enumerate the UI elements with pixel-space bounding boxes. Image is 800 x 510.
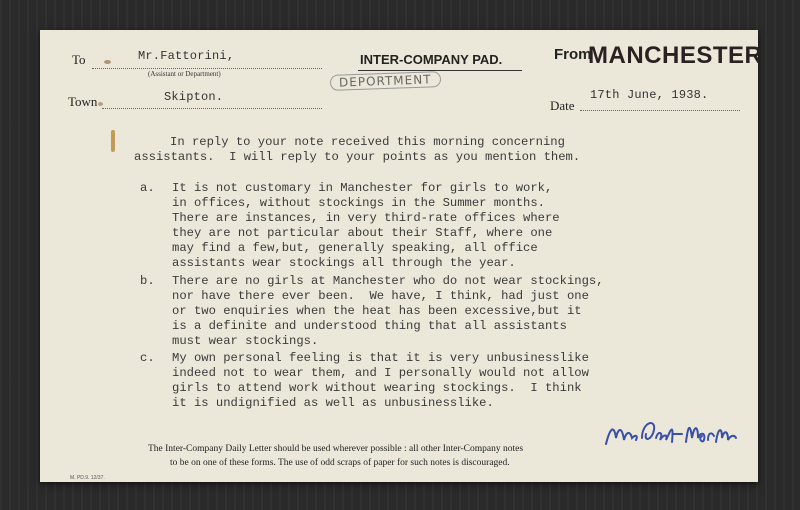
point-a-marker: a.	[140, 181, 155, 195]
town-value: Skipton.	[164, 90, 224, 104]
point-c-line: girls to attend work without wearing stockings. I think	[172, 381, 582, 395]
point-a-line: assistants wear stockings all through the year.	[172, 256, 516, 270]
from-label: From	[554, 46, 592, 63]
intro-line: In reply to your note received this morning concerning	[170, 135, 565, 149]
date-dotted-line	[580, 110, 740, 111]
to-dotted-line	[92, 68, 322, 69]
point-c	[172, 351, 589, 411]
intro-paragraph-cont	[134, 150, 580, 165]
point-c-marker: c.	[140, 351, 155, 365]
intro-line: assistants. I will reply to your points as you mention them.	[134, 150, 581, 164]
point-b-line: or two enquiries when the heat has been excessive,but it	[172, 304, 582, 318]
point-b-line: must wear stockings.	[172, 334, 319, 348]
date-label: Date	[550, 98, 575, 113]
point-a-line: It is not customary in Manchester for girls to work,	[172, 181, 553, 195]
to-value: Mr.Fattorini,	[138, 49, 235, 63]
pad-title: INTER-COMPANY PAD.	[360, 52, 503, 67]
point-b-marker: b.	[140, 274, 155, 288]
footer-line-2: to be on one of these forms. The use of odd scraps of paper for such notes is discouraged.	[170, 458, 510, 468]
pad-title-underline	[358, 70, 522, 71]
point-a	[172, 181, 560, 271]
letter-paper	[40, 30, 763, 482]
footer-line-1: The Inter-Company Daily Letter should be used wherever possible : all other Inter-Company notes	[148, 444, 524, 454]
point-a-line: There are instances, in very third-rate offices where	[172, 211, 560, 225]
point-c-line: it is undignified as well as unbusinesslike.	[172, 396, 494, 410]
department-annotation: DEPORTMENT	[330, 71, 441, 91]
ink-stain	[104, 60, 111, 64]
to-label: To	[72, 52, 86, 67]
date-value: 17th June, 1938.	[590, 88, 709, 102]
point-a-line: they are not particular about their Staff, where one	[172, 226, 553, 240]
rust-stain	[111, 130, 115, 152]
point-b	[172, 274, 604, 349]
point-b-line: is a definite and understood thing that all assistants	[172, 319, 567, 333]
town-label: Town	[68, 94, 98, 109]
point-b-line: nor have there ever been. We have, I think, had just one	[172, 289, 589, 303]
town-dotted-line	[102, 108, 322, 109]
point-c-line: My own personal feeling is that it is very unbusinesslike	[172, 351, 589, 365]
form-code: M. PD.9. 12/37.	[70, 475, 105, 481]
from-value: MANCHESTER	[588, 42, 763, 69]
point-b-line: There are no girls at Manchester who do not wear stockings,	[172, 274, 604, 288]
handwritten-signature	[602, 408, 740, 454]
point-c-line: indeed not to wear them, and I personally would not allow	[172, 366, 589, 380]
intro-paragraph	[170, 135, 565, 150]
to-caption: (Assistant or Department)	[148, 70, 221, 78]
point-a-line: may find a few,but, generally speaking, all office	[172, 241, 538, 255]
point-a-line: in offices, without stockings in the Summer months.	[172, 196, 545, 210]
ink-stain	[98, 102, 103, 106]
